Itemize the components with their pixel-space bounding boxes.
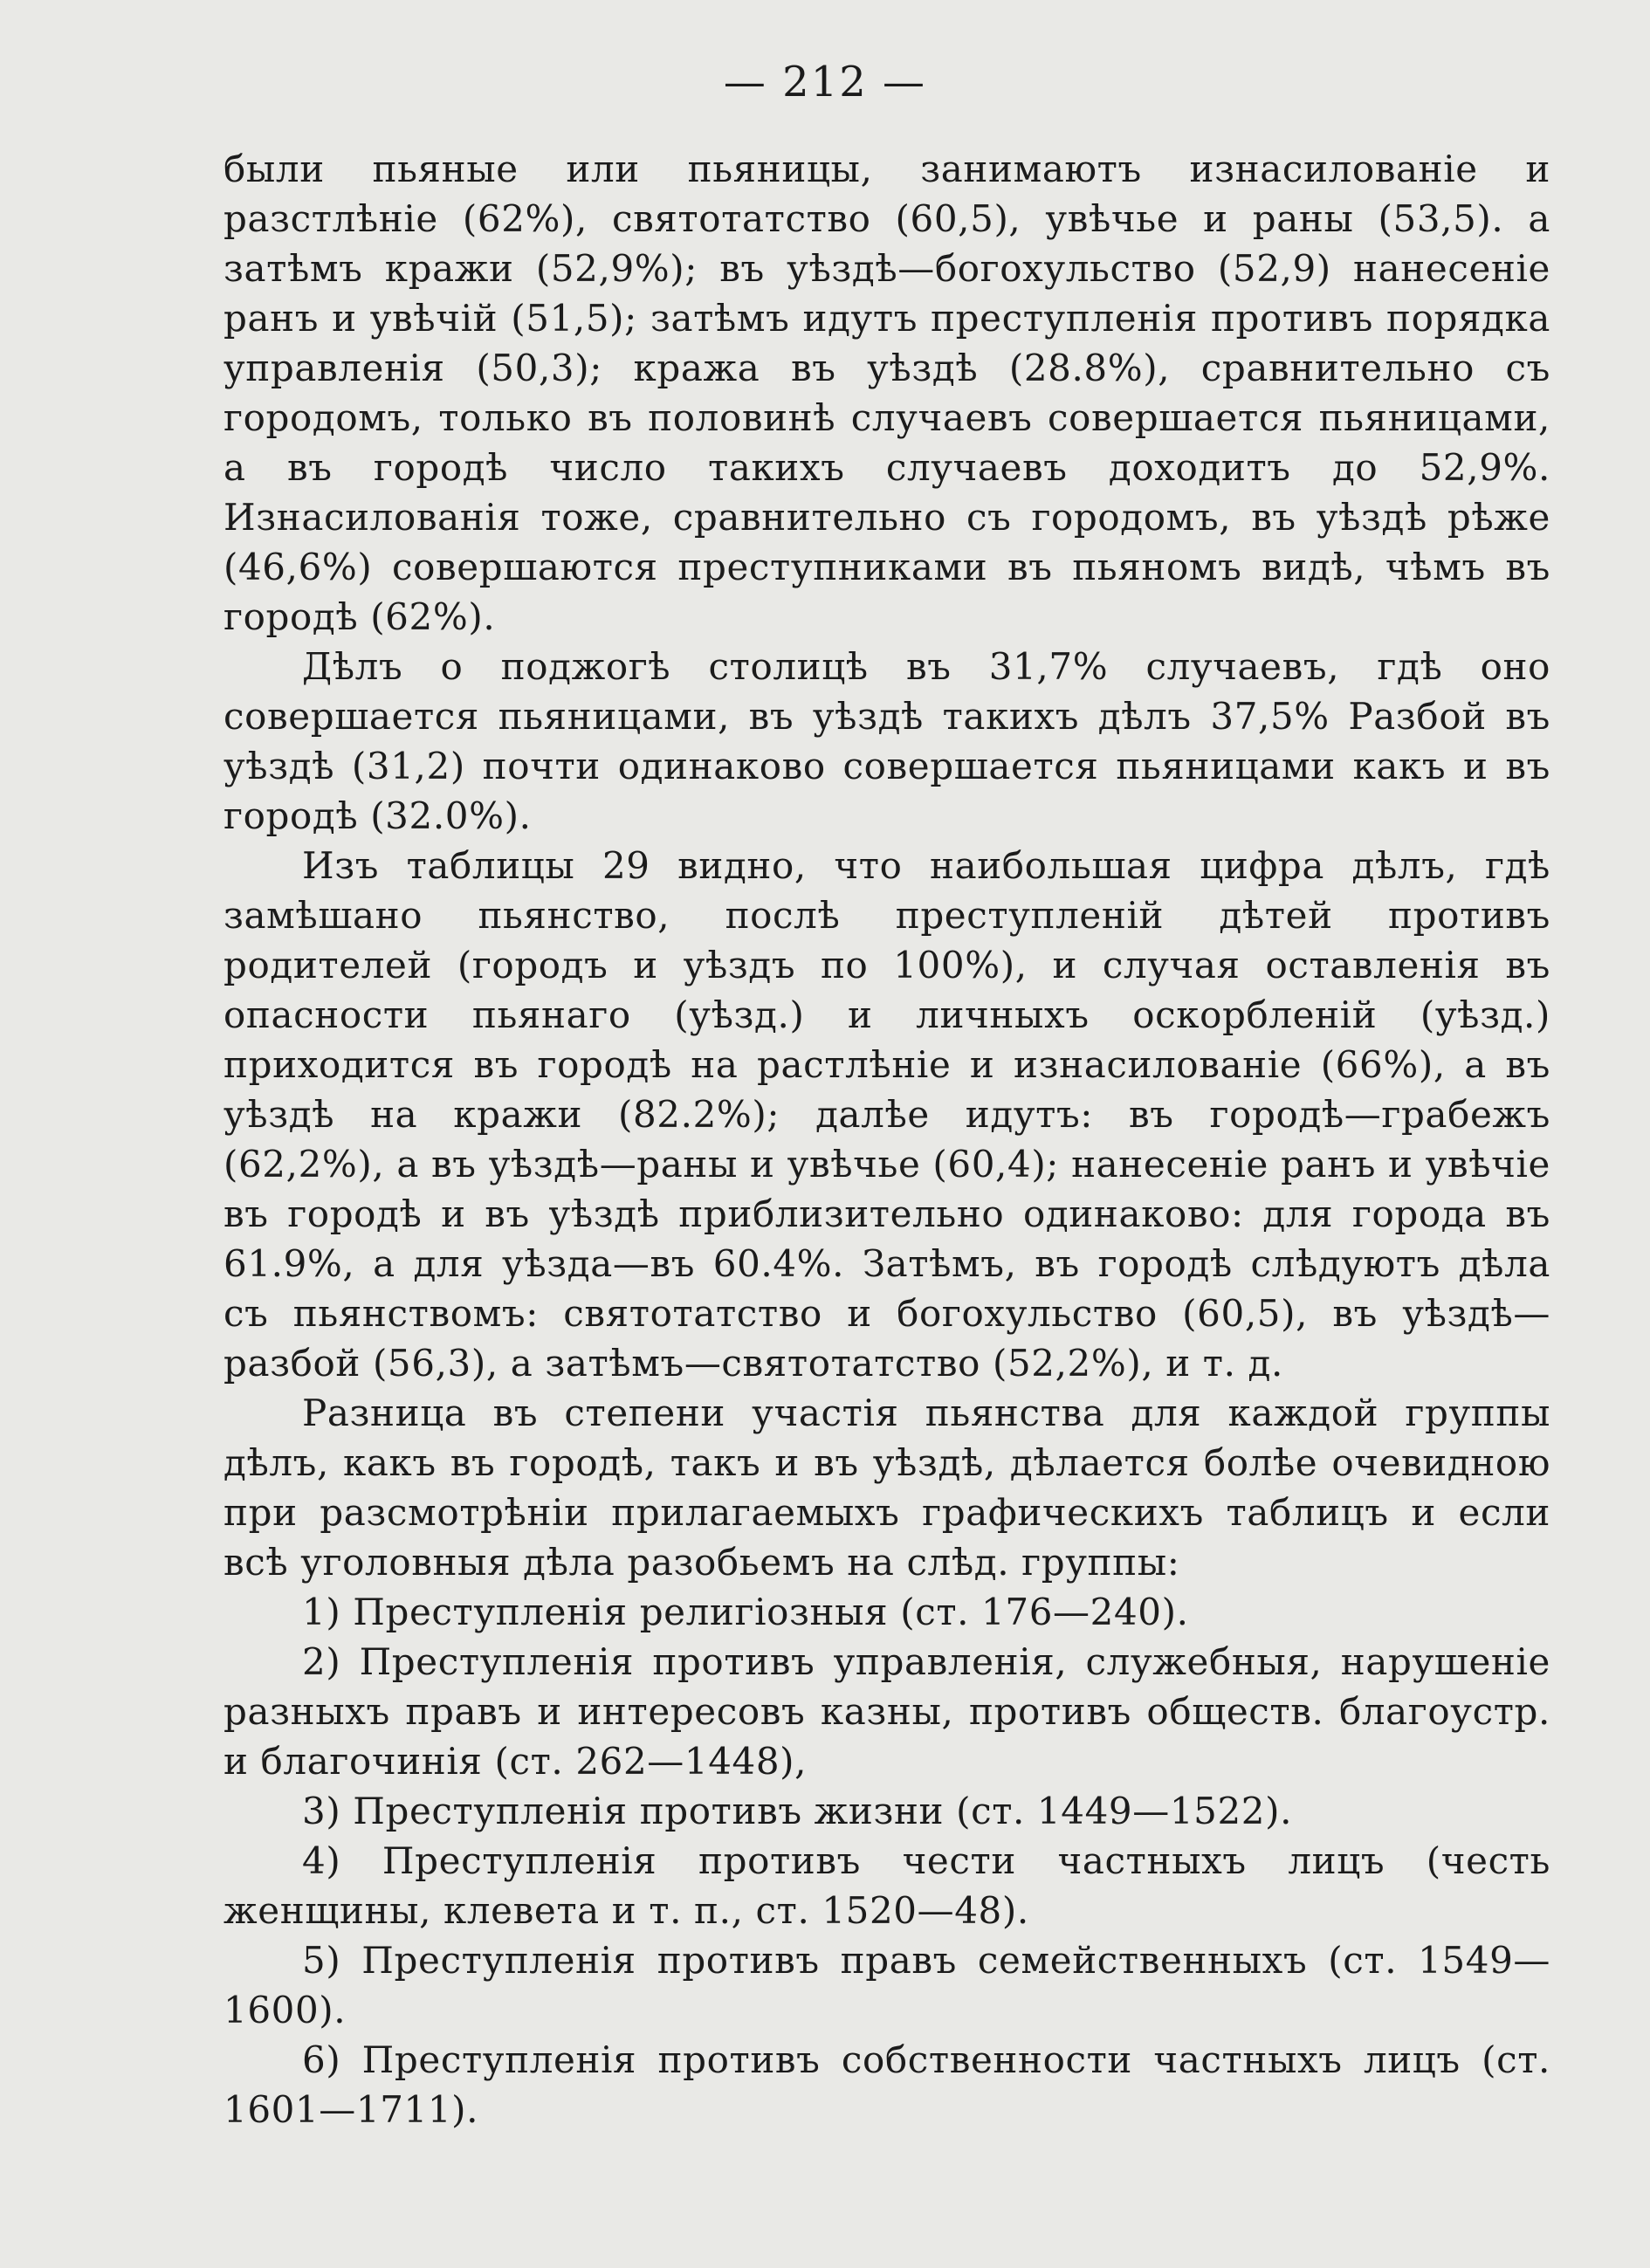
paragraph-3: Изъ таблицы 29 видно, что наибольшая цифра дѣлъ, гдѣ замѣшано пьянство, послѣ преступленій дѣтей противъ родителей (городъ и уѣздъ по 100%), и случая оставленія въ опасности пьянаго (уѣзд.) и личныхъ оскорбленій (уѣзд.) приходится въ городѣ на растлѣніе и изнасилованіе (66%), а въ уѣздѣ на кражи (82.2%); далѣе идутъ: въ городѣ—грабежъ (62,2%), а въ уѣздѣ—раны и увѣчье (60,4); нанесеніе ранъ и увѣчіе въ городѣ и въ уѣздѣ приблизительно одинаково: для города въ 61.9%, а для уѣзда—въ 60.4%. Затѣмъ, въ городѣ слѣдуютъ дѣла съ пьянствомъ: святотатство и богохульство (60,5), въ уѣздѣ—разбой (56,3), а затѣмъ—святотатство (52,2%), и т. д. bbox=[223, 844, 1550, 1385]
paragraph-4: Разница въ степени участія пьянства для каждой группы дѣлъ, какъ въ городѣ, такъ и въ уѣздѣ, дѣлается болѣе очевидною при разсмотрѣніи прилагаемыхъ графическихъ таблицъ и если всѣ уголовныя дѣла разобьемъ на слѣд. группы: bbox=[223, 1392, 1550, 1584]
page-body bbox=[223, 144, 1550, 2134]
paragraph-1: были пьяные или пьяницы, занимаютъ изнасилованіе и разстлѣніе (62%), святотатство (60,5), увѣчье и раны (53,5). а затѣмъ кражи (52,9%); въ уѣздѣ—богохульство (52,9) нанесеніе ранъ и увѣчій (51,5); затѣмъ идутъ преступленія противъ порядка управленія (50,3); кража въ уѣздѣ (28.8%), сравнительно съ городомъ, только въ половинѣ случаевъ совершается пьяницами, а въ городѣ число такихъ случаевъ доходитъ до 52,9%. Изнасилованія тоже, сравнительно съ городомъ, въ уѣздѣ рѣже (46,6%) совершаются преступниками въ пьяномъ видѣ, чѣмъ въ городѣ (62%). bbox=[223, 148, 1550, 638]
list-item-5: 5) Преступленія противъ правъ семейственныхъ (ст. 1549—1600). bbox=[223, 1939, 1550, 2031]
list-item-2: 2) Преступленія противъ управленія, служебныя, нарушеніе разныхъ правъ и интересовъ казны, противъ обществ. благоустр. и благочинія (ст. 262—1448), bbox=[223, 1640, 1550, 1783]
list-item-3: 3) Преступленія противъ жизни (ст. 1449—1522). bbox=[302, 1790, 1293, 1832]
list-item-1: 1) Преступленія религіозныя (ст. 176—240). bbox=[302, 1591, 1189, 1633]
paragraph-2: Дѣлъ о поджогѣ столицѣ въ 31,7% случаевъ, гдѣ оно совершается пьяницами, въ уѣздѣ такихъ дѣлъ 37,5% Разбой въ уѣздѣ (31,2) почти одинаково совершается пьяницами какъ и въ городѣ (32.0%). bbox=[223, 645, 1550, 837]
list-item-4: 4) Преступленія противъ чести частныхъ лицъ (честь женщины, клевета и т. п., ст. 1520—48). bbox=[223, 1839, 1550, 1932]
page-number: — 212 — bbox=[723, 58, 927, 107]
list-item-6: 6) Преступленія противъ собственности частныхъ лицъ (ст. 1601—1711). bbox=[223, 2038, 1550, 2131]
